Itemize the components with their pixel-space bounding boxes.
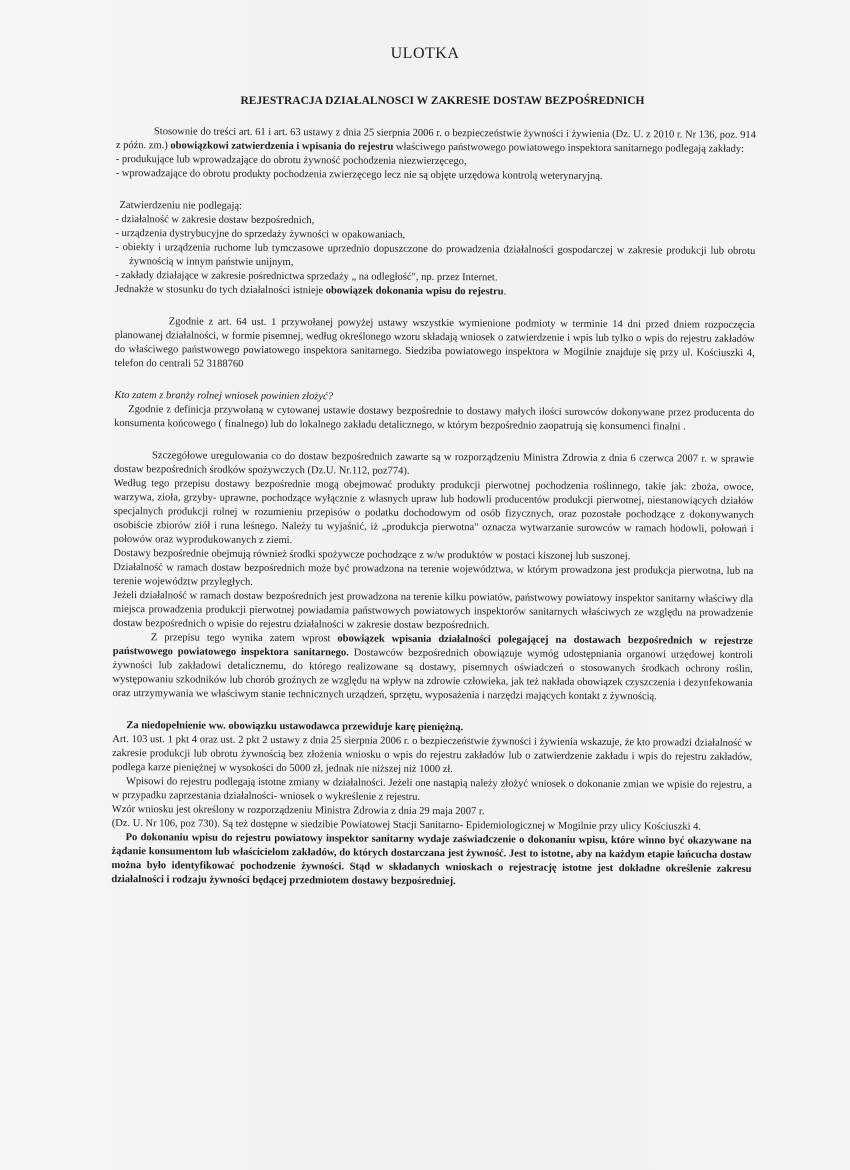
list-item: - produkujące lub wprowadzające do obrotu żywność pochodzenia niezwierzęcego,	[115, 153, 467, 168]
intro-text: Stosownie do treści art. 61 i art. 63 ustawy z dnia 25 sierpnia 2006 r. o bezpieczeństwie żywności i żywienia (Dz. U. z 2010 r. Nr 136, poz. 914 z późn. zm.)	[115, 126, 756, 152]
application-paragraph: Zgodnie z art. 64 ust. 1 przywołanej powyżej ustawy wszystkie wymienione podmioty w terminie 14 dni przed dniem rozpoczęcia planowanej działalności, w formie pisemnej, według określonego wzoru składają wniosek o zatwierdzenie i wpis lub tylko o wpis do rejestru zakładów do właściwego państwowego powiatowego inspektora sanitarnego. Siedziba powiatowego inspektora w Mogilnie znajduje się przy ul. Kościuszki 4, telefon do centrali 52 3188760	[114, 316, 755, 370]
form-paragraph: Wzór wniosku jest określony w rozporządzeniu Ministra Zdrowia z dnia 29 maja 2007 r.	[111, 803, 485, 818]
definition-paragraph: Zgodnie z definicja przywołaną w cytowanej ustawie dostawy bezpośrednie to dostawy małych ilości surowców dokonywane przez producenta do konsumenta końcowego ( finalnego) lub do lokalnego zakładu detalicznego, w którym bezpośrednio zaopatrują się konsumenci finalni .	[114, 404, 755, 433]
exempt-note	[115, 283, 755, 301]
territory-paragraph: Działalność w ramach dostaw bezpośrednich może być prowadzona na terenie województwa, w którym prowadzona jest produkcja pierwotna, lub na terenie województw przyległych.	[113, 561, 754, 588]
exempt-note-end: .	[503, 286, 507, 298]
intro-bold: obowiązkowi zatwierdzenia i wpisania do rejestru	[170, 140, 394, 153]
certificate-paragraph: Po dokonaniu wpisu do rejestru powiatowy inspektor sanitarny wydaje zaświadczenie o dokonaniu wpisu, które winno być okazywane na żądanie konsumentom lub właścicielom zakładów, do których dostarczana jest żywność. Jest to istotne, aby na każdym etapie łańcucha dostaw można było identyfikować pochodzenie żywności. Stąd w składanych wnioskach o rejestrację istotne jest dokładne określenie zakresu działalności i rodzaju żywności będącej przedmiotem dostawy bezpośredniej.	[111, 832, 752, 888]
question-heading: Kto zatem z branży rolnej wniosek powinien złożyć?	[114, 389, 334, 403]
multi-county-paragraph: Jeżeli działalność w ramach dostaw bezpośrednich jest prowadzona na terenie kilku powiatów, państwowy powiatowy inspektor sanitarny właściwy dla miejsca prowadzenia produkcji pierwotnej powiadamia państwowych powiatowych inspektorów sanitarnych właściwych ze względu na prowadzenie dostaw bezpośrednich o wpisie do rejestru działalności w zakresie dostaw bezpośrednich.	[112, 589, 754, 632]
scope-paragraph: Według tego przepisu dostawy bezpośrednie mogą obejmować produkty produkcji pierwotnej pochodzenia roślinnego, takie jak: zboża, owoce, warzywa, zioła, grzyby- uprawne, pochodzące wyłącznie z własnych upraw lub hodowli producentów produkcji pierwotnej, niestanowiących działów specjalnych produkcji rolnej w rozumieniu przepisów o podatku dochodowym od osób fizycznych, oraz pozostałe pochodzące z dokonywanych osobiście zbiorów ziół i runa leśnego. Należy tu wyjaśnić, iż „produkcja pierwotna" oznacza wytwarzanie surowców w ramach hodowli, połowań i połowów oraz wyprodukowanych z ziemi.	[113, 477, 754, 547]
list-item: - działalność w zakresie dostaw bezpośrednich,	[115, 213, 315, 227]
intro-paragraph	[116, 125, 756, 157]
document-subtitle: REJESTRACJA DZIAŁALNOSCI W ZAKRESIE DOSTAW BEZPOŚREDNICH	[240, 95, 645, 107]
list-item: - wprowadzające do obrotu produkty pochodzenia zwierzęcego lecz nie są objęte urzędowa kontrolą weterynaryjną.	[115, 167, 603, 182]
document-title: ULOTKA	[390, 45, 460, 62]
exempt-note-bold: obowiązek dokonania wpisu do rejestru	[325, 285, 504, 298]
list-item: - obiekty i urządzenia ruchome lub tymczasowe uprzednio dopuszczone do prowadzenia działalności gospodarczej w zakresie produkcji lub obrotu żywnością w innym państwie unijnym,	[115, 241, 756, 269]
changes-paragraph: Wpisowi do rejestru podlegają istotne zmiany w działalności. Jeżeli one nastąpią należy złożyć wniosek o dokonanie zmian we wpisie do rejestru, a w przypadku zaprzestania działalności- wniosek o wykreślenie z rejestru.	[111, 776, 753, 803]
intro-text-end: właściwego państwowego powiatowego inspektora sanitarnego podlegają zakłady:	[393, 141, 745, 155]
obligation-text-end: Dostawców bezpośrednich obowiązuje wymóg udostępniania organowi urzędowej kontroli żywności lub zakładowi detalicznemu, do którego realizowane są dostawy, pisemnych oświadczeń o stosowanych środkach ochrony roślin, występowaniu szkodników lub chorób groźnych ze względu na wpływ na zdrowie człowieka, jak też nakłada obowiązek czyszczenia i dezynfekowania oraz utrzymywania we właściwym stanie technicznych urządzeń, sprzętu, wyposażenia i narzędzi mających kontakt z żywnością.	[112, 647, 753, 703]
exempt-note-text: Jednakże w stosunku do tych działalności istnieje	[114, 283, 326, 297]
penalty-paragraph: Art. 103 ust. 1 pkt 4 oraz ust. 2 pkt 2 ustawy z dnia 25 sierpnia 2006 r. o bezpieczeństwie żywności i żywienia wskazuje, że kto prowadzi działalność w zakresie produkcji lub obrotu żywnością bez złożenia wniosku o wpis do rejestru zakładów lub o zatwierdzenie zakładu i wpis do rejestru zakładów, podlega karze pieniężnej w wysokości do 5000 zł, jednak nie niższej niż 1000 zł.	[112, 733, 753, 776]
preserved-products-paragraph: Dostawy bezpośrednie obejmują również środki spożywcze pochodzące z w/w produktów w postaci kiszonej lub suszonej.	[113, 547, 631, 563]
exempt-heading: Zatwierdzeniu nie podlegają:	[119, 200, 242, 212]
form-source-paragraph: (Dz. U. Nr 106, poz 730). Są też dostępne w siedzibie Powiatowej Stacji Sanitarno- Epidemiologicznej w Mogilnie przy ulicy Kościuszki 4.	[111, 817, 702, 833]
obligation-bold: obowiązek wpisania działalności polegającej na dostawach bezpośrednich w rejestrze państwowego powiatowego inspektora sanitarnego.	[112, 633, 753, 659]
list-item: - urządzenia dystrybucyjne do sprzedaży żywności w opakowaniach,	[115, 227, 406, 241]
regulation-paragraph: Szczegółowe uregulowania co do dostaw bezpośrednich zawarte są w rozporządzeniu Ministra Zdrowia z dnia 6 czerwca 2007 r. w sprawie dostaw bezpośrednich środków spożywczych (Dz.U. Nr.112, poz774).	[113, 450, 755, 477]
document-body	[111, 125, 756, 891]
obligation-paragraph	[112, 631, 752, 705]
list-item: - zakłady działające w zakresie pośrednictwa sprzedaży „ na odległość", np. przez Internet.	[115, 269, 498, 284]
penalty-heading: Za niedopełnienie ww. obowiązku ustawodawca przewiduje karę pieniężną.	[126, 720, 464, 734]
obligation-text: Z przepisu tego wynika zatem wprost	[150, 632, 338, 645]
